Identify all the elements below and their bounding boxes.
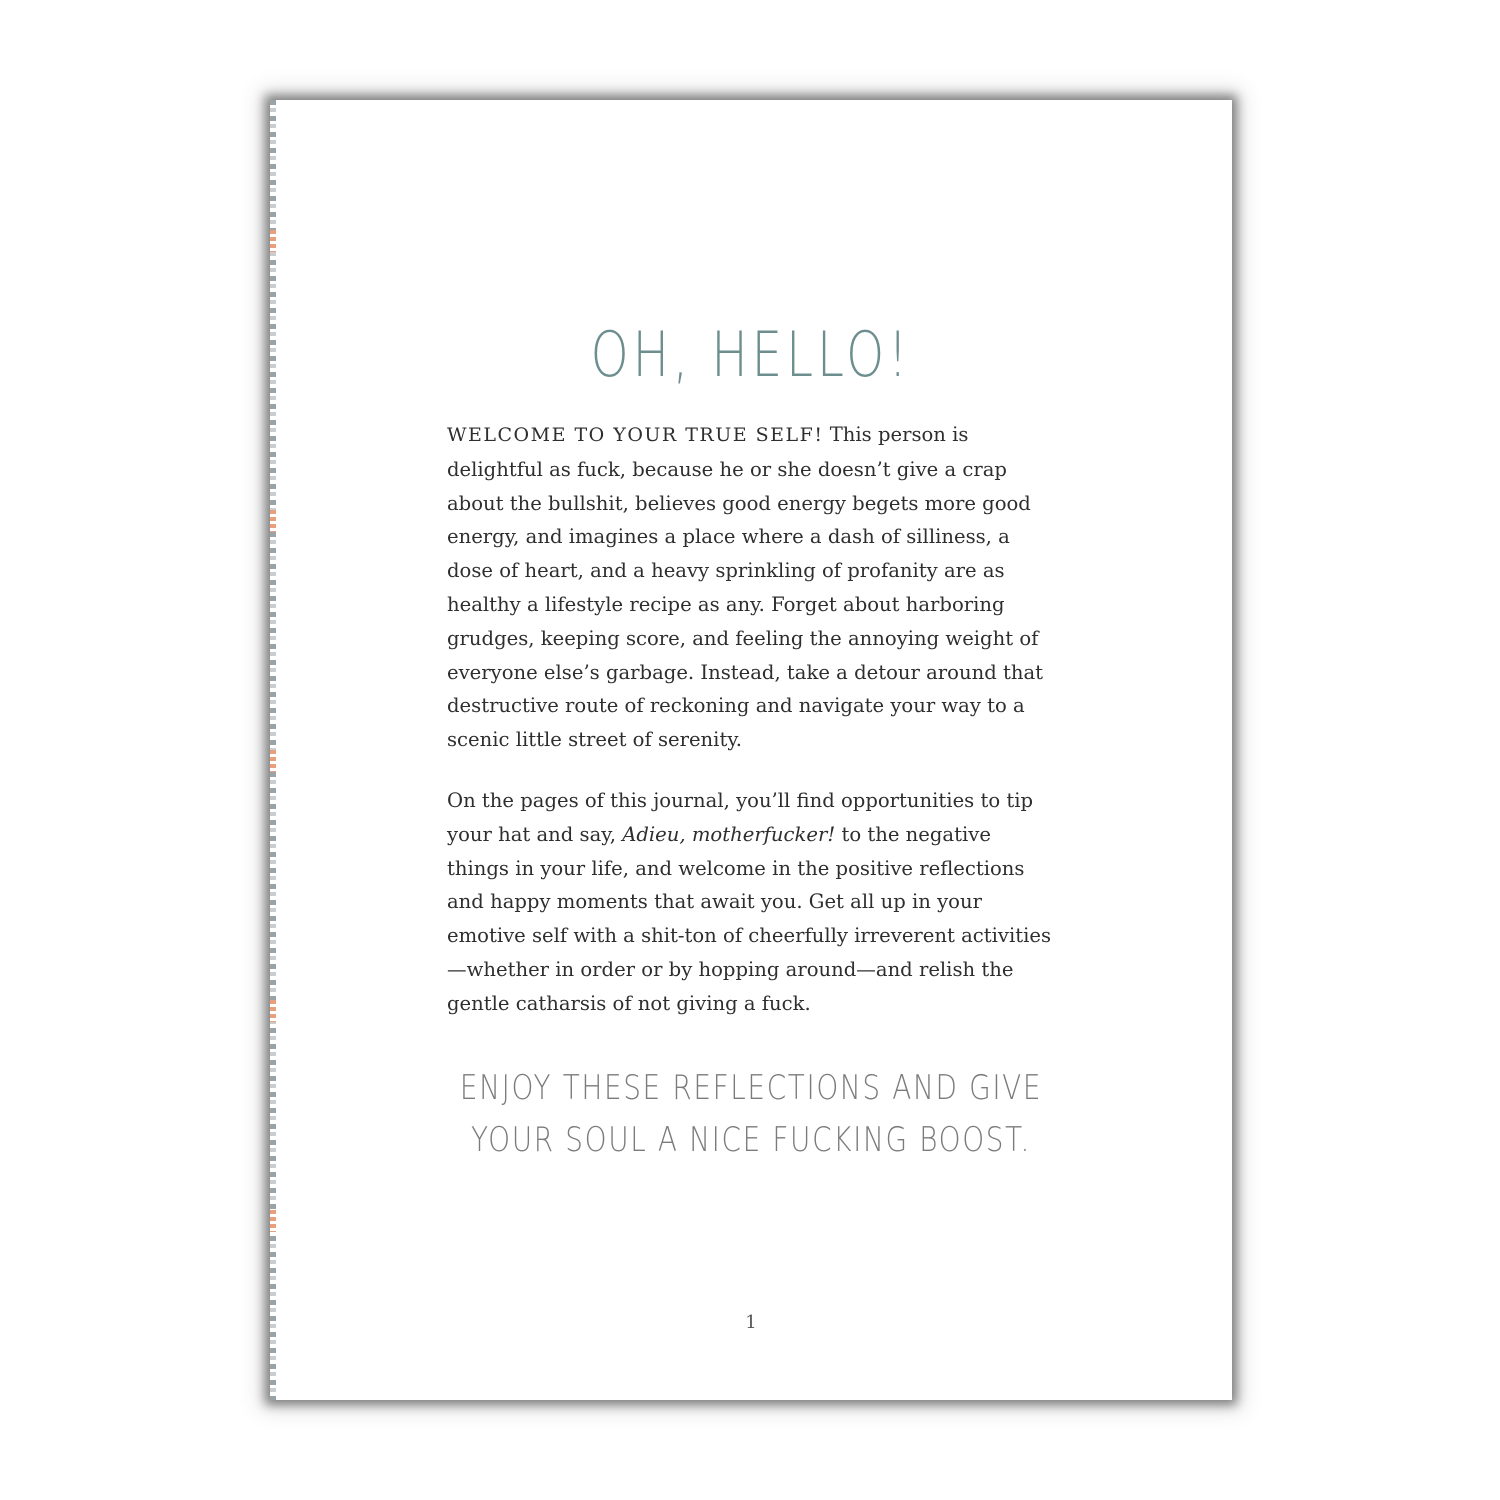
journal-italic-phrase: Adieu, motherfucker! xyxy=(622,822,836,846)
journal-text-before: On the pages of this journal, you’ll find opportunities to tip your hat and say, xyxy=(447,788,1034,846)
spine-accent-mark xyxy=(270,1210,276,1232)
spine-accent-mark xyxy=(270,1000,276,1022)
intro-lead: WELCOME TO YOUR TRUE SELF! xyxy=(447,424,824,446)
journal-page xyxy=(270,100,1232,1400)
closing-line-1: ENJOY THESE REFLECTIONS AND GIVE xyxy=(459,1068,1043,1108)
spine-accent-mark xyxy=(270,750,276,772)
intro-text: This person is delightful as fuck, because he or she doesn’t give a crap about the bullshit, believes good energy begets more good energy, and imagines a place where a dash of silliness, a dose of heart, and a heavy sprinkling of profanity are as healthy a lifestyle recipe as any. Forget about harboring grudges, keeping score, and feeling the annoying weight of everyone else’s garbage. Instead, take a detour around that destructive route of reckoning and navigate your way to a scenic little street of serenity. xyxy=(447,423,1044,752)
spine-accent-mark xyxy=(270,510,276,532)
page-number: 1 xyxy=(745,1312,757,1333)
page-title: OH, HELLO! xyxy=(590,318,912,391)
paragraph-journal xyxy=(447,784,1057,1021)
closing-line-2: YOUR SOUL A NICE FUCKING BOOST. xyxy=(470,1120,1032,1160)
journal-text-after: to the negative things in your life, and welcome in the positive reflections and happy moments that await you. Get all up in your emotive self with a shit-ton of cheerfully irreverent activities—whether in order or by hopping around—and relish the gentle catharsis of not giving a fuck. xyxy=(447,822,1052,1015)
spine-accent-mark xyxy=(270,230,276,252)
closing-message xyxy=(357,1062,1146,1166)
paragraph-intro xyxy=(447,418,1057,757)
body-text xyxy=(447,418,1057,1021)
